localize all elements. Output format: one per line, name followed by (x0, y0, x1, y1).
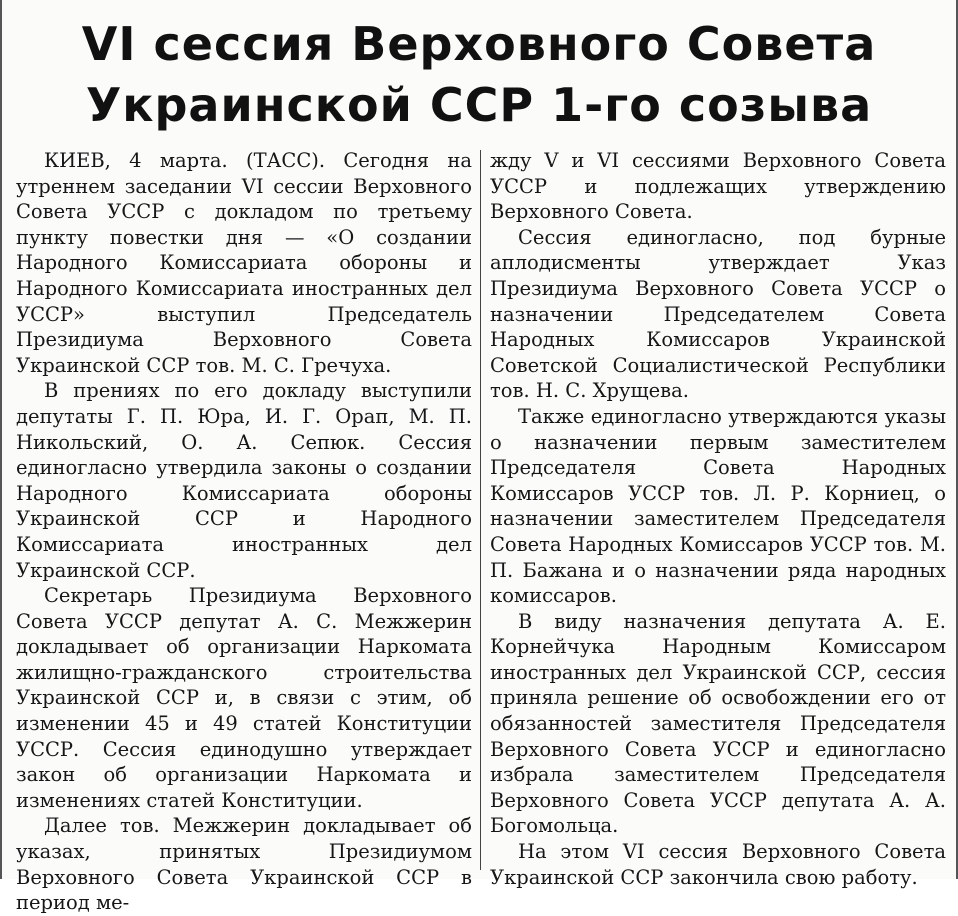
paragraph-korneichuk: В виду назначения депутата А. Е. Корнейчука Народным Комиссаром иностранных дел Украинской ССР, сессия приняла решение об освобождении его от обязанностей заместителя Председателя Верховного Совета УССР и единогласно избрала заместителем Председателя Верховного Совета УССР депутата А. А. Богомольца. (490, 609, 946, 838)
headline (2, 14, 956, 136)
paragraph-deputy-appointments: Также единогласно утверждаются указы о назначении первым заместителем Председателя Совета Народных Комиссаров УССР тов. Л. Р. Корниец, о назначении заместителем Председателя Совета Народных Комиссаров УССР тов. М. П. Бажана и о назначении ряда народных комиссаров. (490, 404, 946, 608)
column-divider (480, 150, 481, 870)
paragraph-kiev-dateline: КИЕВ, 4 марта. (ТАСС). Сегодня на утреннем заседании VI сессии Верховного Совета УССР с докладом по третьему пункту повестки дня — «О создании Народного Комиссариата обороны и Народного Комиссариата иностранных дел УССР» выступил Председатель Президиума Верховного Совета Украинской ССР тов. М. С. Гречуха. (16, 149, 472, 377)
right-column (490, 148, 946, 890)
paragraph-session-closed: На этом VI сессия Верховного Совета Украинской ССР закончила свою работу. (490, 840, 946, 889)
headline-line-1: VI сессия Верховного Совета (81, 17, 877, 71)
paragraph-decrees-continued: жду V и VI сессиями Верховного Совета УССР и подлежащих утверждению Верховного Совета. (490, 149, 946, 224)
paragraph-debates: В прениях по его докладу выступили депутаты Г. П. Юра, И. Г. Орап, М. П. Никольский, О. А. Сепюк. Сессия единогласно утвердила законы о создании Народного Комиссариата обороны Украинской ССР и Народного Комиссариата иностранных дел Украинской ССР. (16, 379, 472, 582)
left-column (16, 148, 472, 916)
paragraph-khrushchev-appointment: Сессия единогласно, под бурные аплодисменты утверждает Указ Президиума Верховного Совета УССР о назначении Председателем Совета Народных Комиссаров Украинской Советской Социалистической Республики тов. Н. С. Хрущева. (490, 225, 946, 403)
headline-line-2: Украинской ССР 1-го созыва (85, 78, 873, 132)
paragraph-mezhzherin-report: Секретарь Президиума Верховного Совета УССР депутат А. С. Межжерин докладывает об организации Наркомата жилищно-гражданского строительства Украинской ССР и, в связи с этим, об изменении 45 и 49 статей Конституции УССР. Сессия единодушно утверждает закон об организации Наркомата и изменениях статей Конституции. (16, 584, 472, 812)
paragraph-decrees-start: Далее тов. Межжерин докладывает об указах, принятых Президиумом Верховного Совета Украинской ССР в период ме- (16, 814, 472, 915)
